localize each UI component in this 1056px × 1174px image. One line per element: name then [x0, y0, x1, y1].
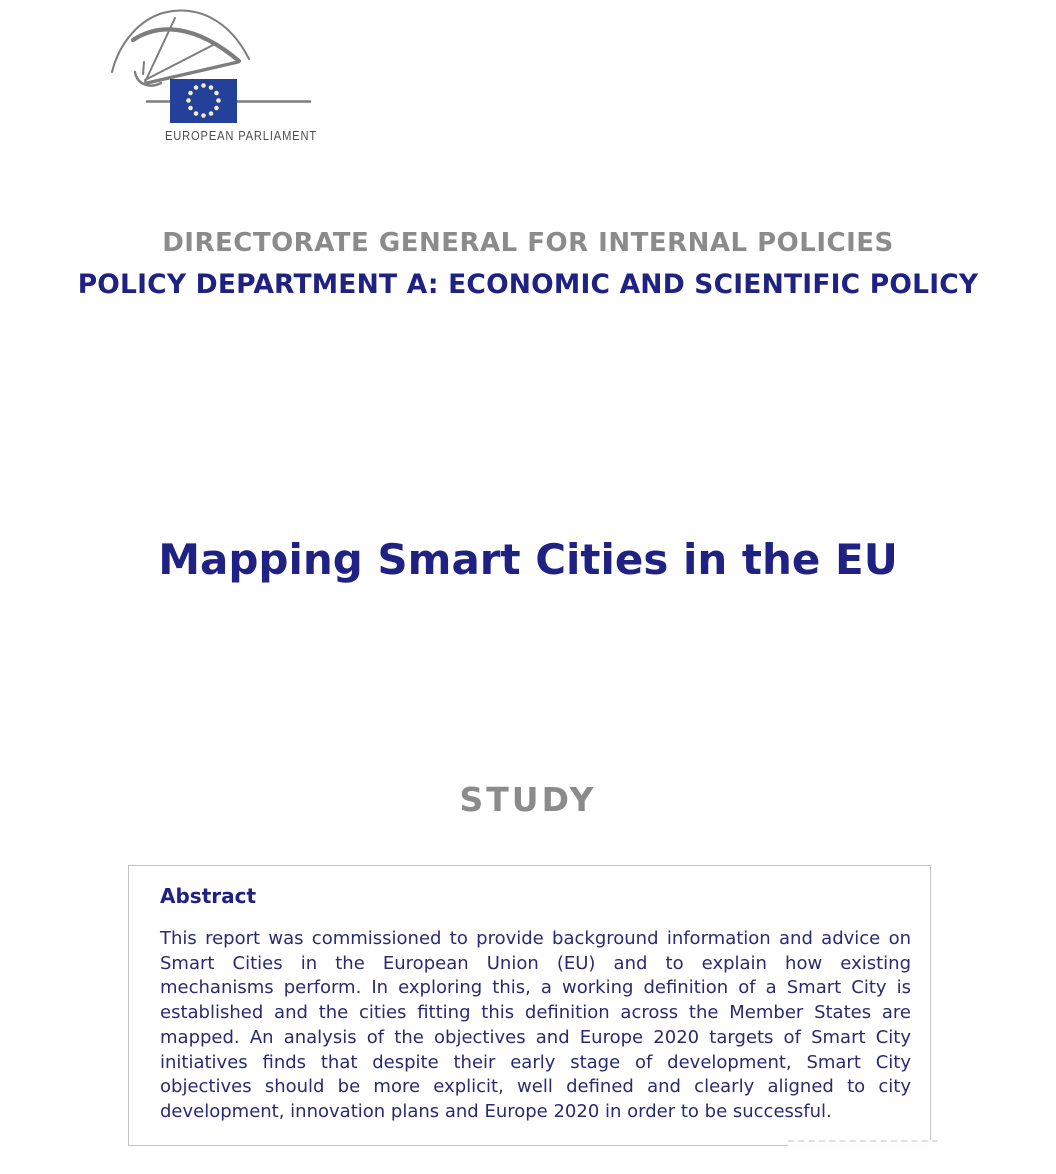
- abstract-line: objectives should be more explicit, well defined and clearly aligned to city: [160, 1076, 911, 1098]
- abstract-box: [128, 865, 931, 1146]
- page-title: Mapping Smart Cities in the EU: [158, 535, 898, 584]
- abstract-line: Smart Cities in the European Union (EU) and to explain how existing: [160, 952, 911, 974]
- hemicycle-bold-arc: [133, 29, 239, 61]
- directorate-heading: DIRECTORATE GENERAL FOR INTERNAL POLICIES: [162, 228, 894, 258]
- document-type-label: STUDY: [459, 780, 597, 819]
- abstract-line: development, innovation plans and Europe 2020 in order to be successful.: [160, 1100, 832, 1122]
- abstract-paragraph: [160, 927, 911, 1125]
- european-parliament-logo: [97, 4, 325, 146]
- abstract-line: initiatives finds that despite their early stage of development, Smart City: [160, 1051, 911, 1073]
- watermark-artifact: [788, 1140, 938, 1151]
- hemicycle-short-stroke: [143, 62, 144, 74]
- abstract-line: mapped. An analysis of the objectives and Europe 2020 targets of Smart City: [160, 1026, 911, 1048]
- abstract-heading: Abstract: [160, 884, 257, 908]
- hemicycle-sketch-graphic: [97, 4, 325, 146]
- abstract-line: established and the cities fitting this definition across the Member States are: [160, 1002, 911, 1024]
- logo-institution-label: EUROPEAN PARLIAMENT: [165, 128, 317, 143]
- abstract-line: mechanisms perform. In exploring this, a working definition of a Smart City is: [160, 977, 911, 999]
- abstract-line: This report was commissioned to provide background information and advice on: [160, 928, 911, 949]
- department-heading: POLICY DEPARTMENT A: ECONOMIC AND SCIENTIFIC POLICY: [77, 269, 979, 300]
